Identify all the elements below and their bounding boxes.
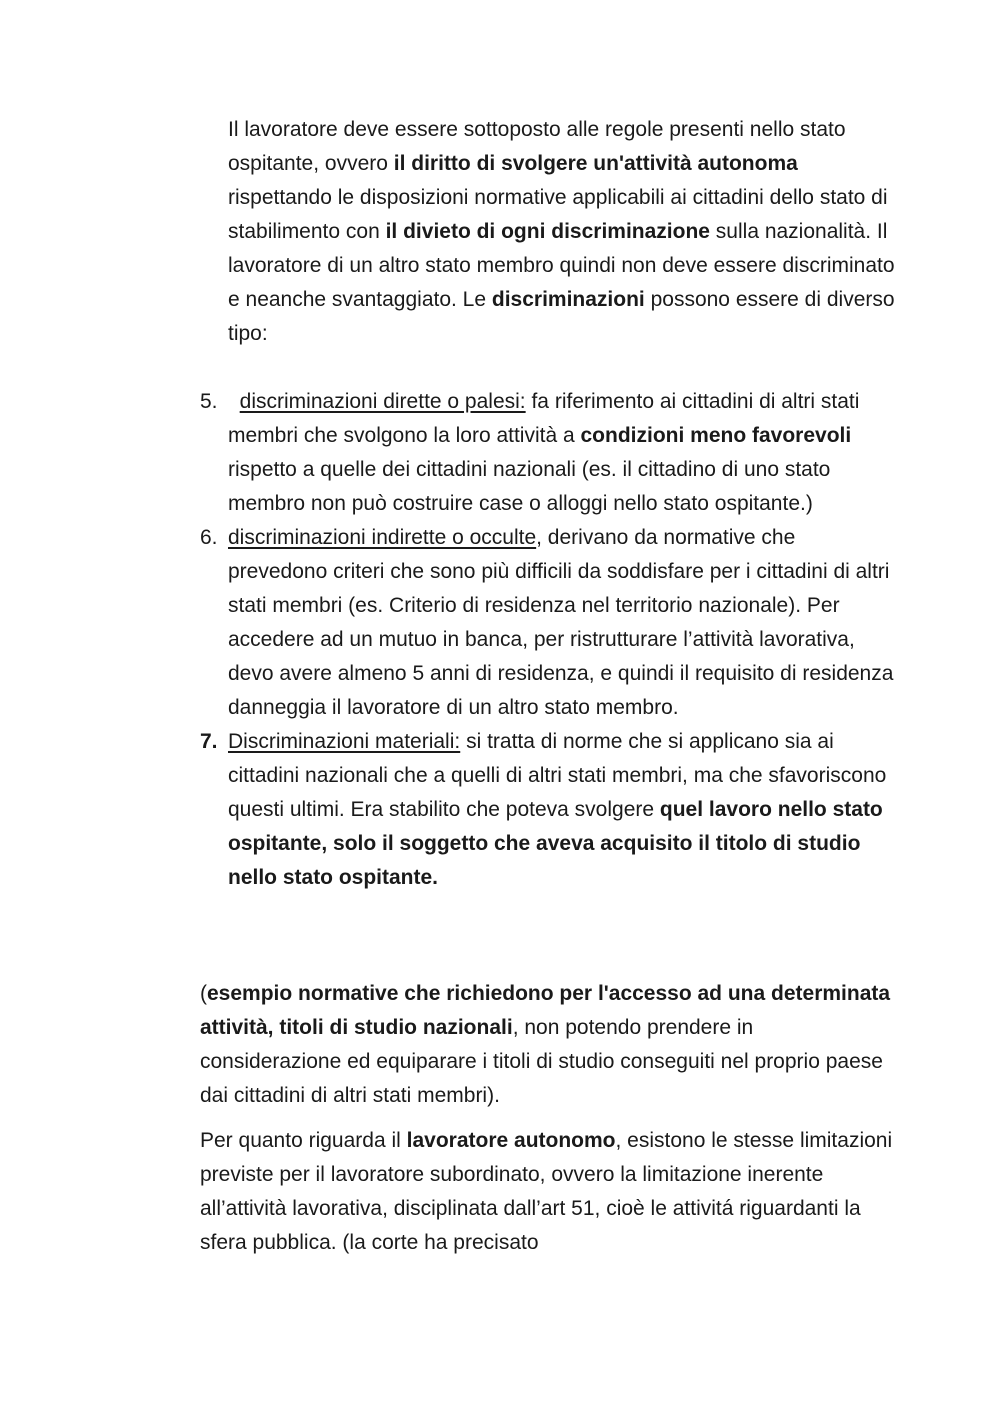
para2-text-1: Per quanto riguarda il: [200, 1129, 407, 1152]
list-item-text-1: si tratta di norme che si applicano sia ai cittadini nazionali che a quelli di altri stati membri, ma che sfavoriscono questi ultimi. Era stabilito che poteva svolgere: [228, 730, 887, 821]
intro-bold-2: il divieto di ogni discriminazione: [385, 220, 710, 243]
list-item-title: discriminazioni indirette o occulte: [228, 526, 537, 549]
numbered-list: [200, 385, 900, 895]
list-item-title: Discriminazioni materiali:: [228, 730, 461, 753]
list-item-bold-1: quel lavoro nello stato ospitante, solo il soggetto che aveva acquisito il titolo di studio nello stato ospitante.: [228, 798, 883, 889]
para1-text-1: (: [200, 982, 207, 1005]
list-item-number: 6.: [200, 526, 218, 549]
list-item-number: 7.: [200, 730, 218, 753]
para2-bold-1: lavoratore autonomo: [406, 1129, 616, 1152]
intro-text-4: possono essere di diverso tipo:: [228, 288, 895, 345]
intro-paragraph: [200, 113, 900, 351]
example-paragraph: [200, 977, 900, 1113]
intro-text-3: sulla nazionalità. Il lavoratore di un altro stato membro quindi non deve essere discriminato e neanche svantaggiato. Le: [228, 220, 895, 311]
para1-text-2: , non potendo prendere in considerazione ed equiparare i titoli di studio conseguiti nel proprio paese dai cittadini di altri stati membri).: [200, 1016, 883, 1107]
list-item-number: 5.: [200, 390, 218, 413]
para2-text-2: , esistono le stesse limitazioni previste per il lavoratore subordinato, ovvero la limitazione inerente all’attività lavorativa, disciplinata dall’art 51, cioè le attivitá riguardanti la sfera pubblica. (la corte ha precisato: [200, 1129, 893, 1254]
intro-text-1: Il lavoratore deve essere sottoposto alle regole presenti nello stato ospitante, ovvero: [228, 118, 846, 175]
list-item-title: discriminazioni dirette o palesi:: [239, 390, 526, 413]
list-item-text-1: , derivano da normative che prevedono criteri che sono più difficili da soddisfare per i cittadini di altri stati membri (es. Criterio di residenza nel territorio nazionale). Per accedere ad un mutuo in banca, per ristrutturare l’attività lavorativa, devo avere almeno 5 anni di residenza, e quindi il requisito di residenza danneggia il lavoratore di un altro stato membro.: [228, 526, 894, 719]
autonomous-worker-paragraph: [200, 1124, 900, 1260]
list-item-text-2: rispetto a quelle dei cittadini nazionali (es. il cittadino di uno stato membro non può costruire case o alloggi nello stato ospitante.): [228, 458, 831, 515]
list-item-bold-1: condizioni meno favorevoli: [580, 424, 852, 447]
list-item-7: [200, 725, 900, 895]
list-item-5: [200, 385, 900, 521]
intro-bold-3: discriminazioni: [491, 288, 645, 311]
intro-bold-1: il diritto di svolgere un'attività autonoma: [393, 152, 798, 175]
para1-bold-1: esempio normative che richiedono per l'accesso ad una determinata attività, titoli di studio nazionali: [200, 982, 891, 1039]
list-item-text-1: fa riferimento ai cittadini di altri stati membri che svolgono la loro attività a: [228, 390, 860, 447]
intro-text-2: rispettando le disposizioni normative applicabili ai cittadini dello stato di stabilimento con: [228, 186, 888, 243]
list-item-6: [200, 521, 900, 725]
